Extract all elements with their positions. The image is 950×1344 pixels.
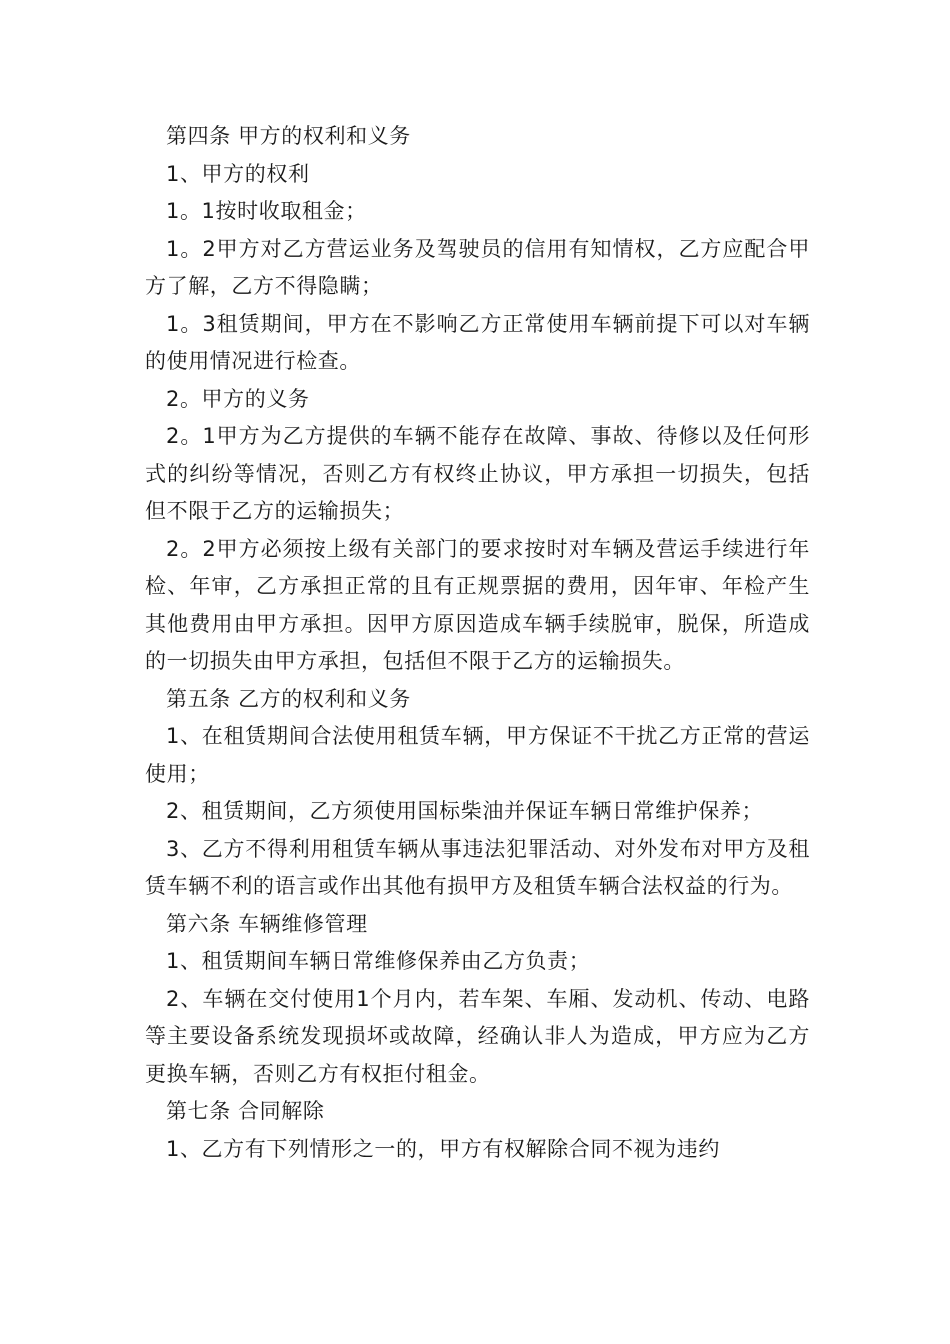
clause-item: 1。2甲方对乙方营运业务及驾驶员的信用有知情权，乙方应配合甲方了解，乙方不得隐瞒； <box>145 236 810 298</box>
clause-item: 2。2甲方必须按上级有关部门的要求按时对车辆及营运手续进行年检、年审，乙方承担正常的且有正规票据的费用，因年审、年检产生其他费用由甲方承担。因甲方原因造成车辆手续脱审，脱保，所造成的一切损失由甲方承担，包括但不限于乙方的运输损失。 <box>145 536 810 673</box>
clause-item: 1、租赁期间车辆日常维修保养由乙方负责； <box>166 949 591 973</box>
document-body <box>145 118 810 1168</box>
clause-item: 1。1按时收取租金； <box>166 199 367 223</box>
clause-item: 2。1甲方为乙方提供的车辆不能存在故障、事故、待修以及任何形式的纠纷等情况，否则乙方有权终止协议，甲方承担一切损失，包括但不限于乙方的运输损失； <box>145 424 810 523</box>
clause-item: 1、乙方有下列情形之一的，甲方有权解除合同不视为违约 <box>166 1136 720 1161</box>
clause-item: 2、租赁期间，乙方须使用国标柴油并保证车辆日常维护保养； <box>166 799 764 823</box>
subsection-heading: 2。甲方的义务 <box>166 386 310 411</box>
section-heading-4: 第四条 甲方的权利和义务 <box>166 124 411 148</box>
subsection-heading: 1、甲方的权利 <box>166 161 310 186</box>
section-heading-6: 第六条 车辆维修管理 <box>166 911 368 936</box>
clause-item: 3、乙方不得利用租赁车辆从事违法犯罪活动、对外发布对甲方及租赁车辆不利的语言或作出其他有损甲方及租赁车辆合法权益的行为。 <box>145 836 810 898</box>
section-heading-5: 第五条 乙方的权利和义务 <box>166 686 411 711</box>
section-heading-7: 第七条 合同解除 <box>166 1099 325 1123</box>
clause-item: 2、车辆在交付使用1个月内，若车架、车厢、发动机、传动、电路等主要设备系统发现损坏或故障，经确认非人为造成，甲方应为乙方更换车辆，否则乙方有权拒付租金。 <box>145 986 810 1086</box>
clause-item: 1、在租赁期间合法使用租赁车辆，甲方保证不干扰乙方正常的营运使用； <box>145 724 810 786</box>
clause-item: 1。3租赁期间，甲方在不影响乙方正常使用车辆前提下可以对车辆的使用情况进行检查。 <box>145 311 810 373</box>
